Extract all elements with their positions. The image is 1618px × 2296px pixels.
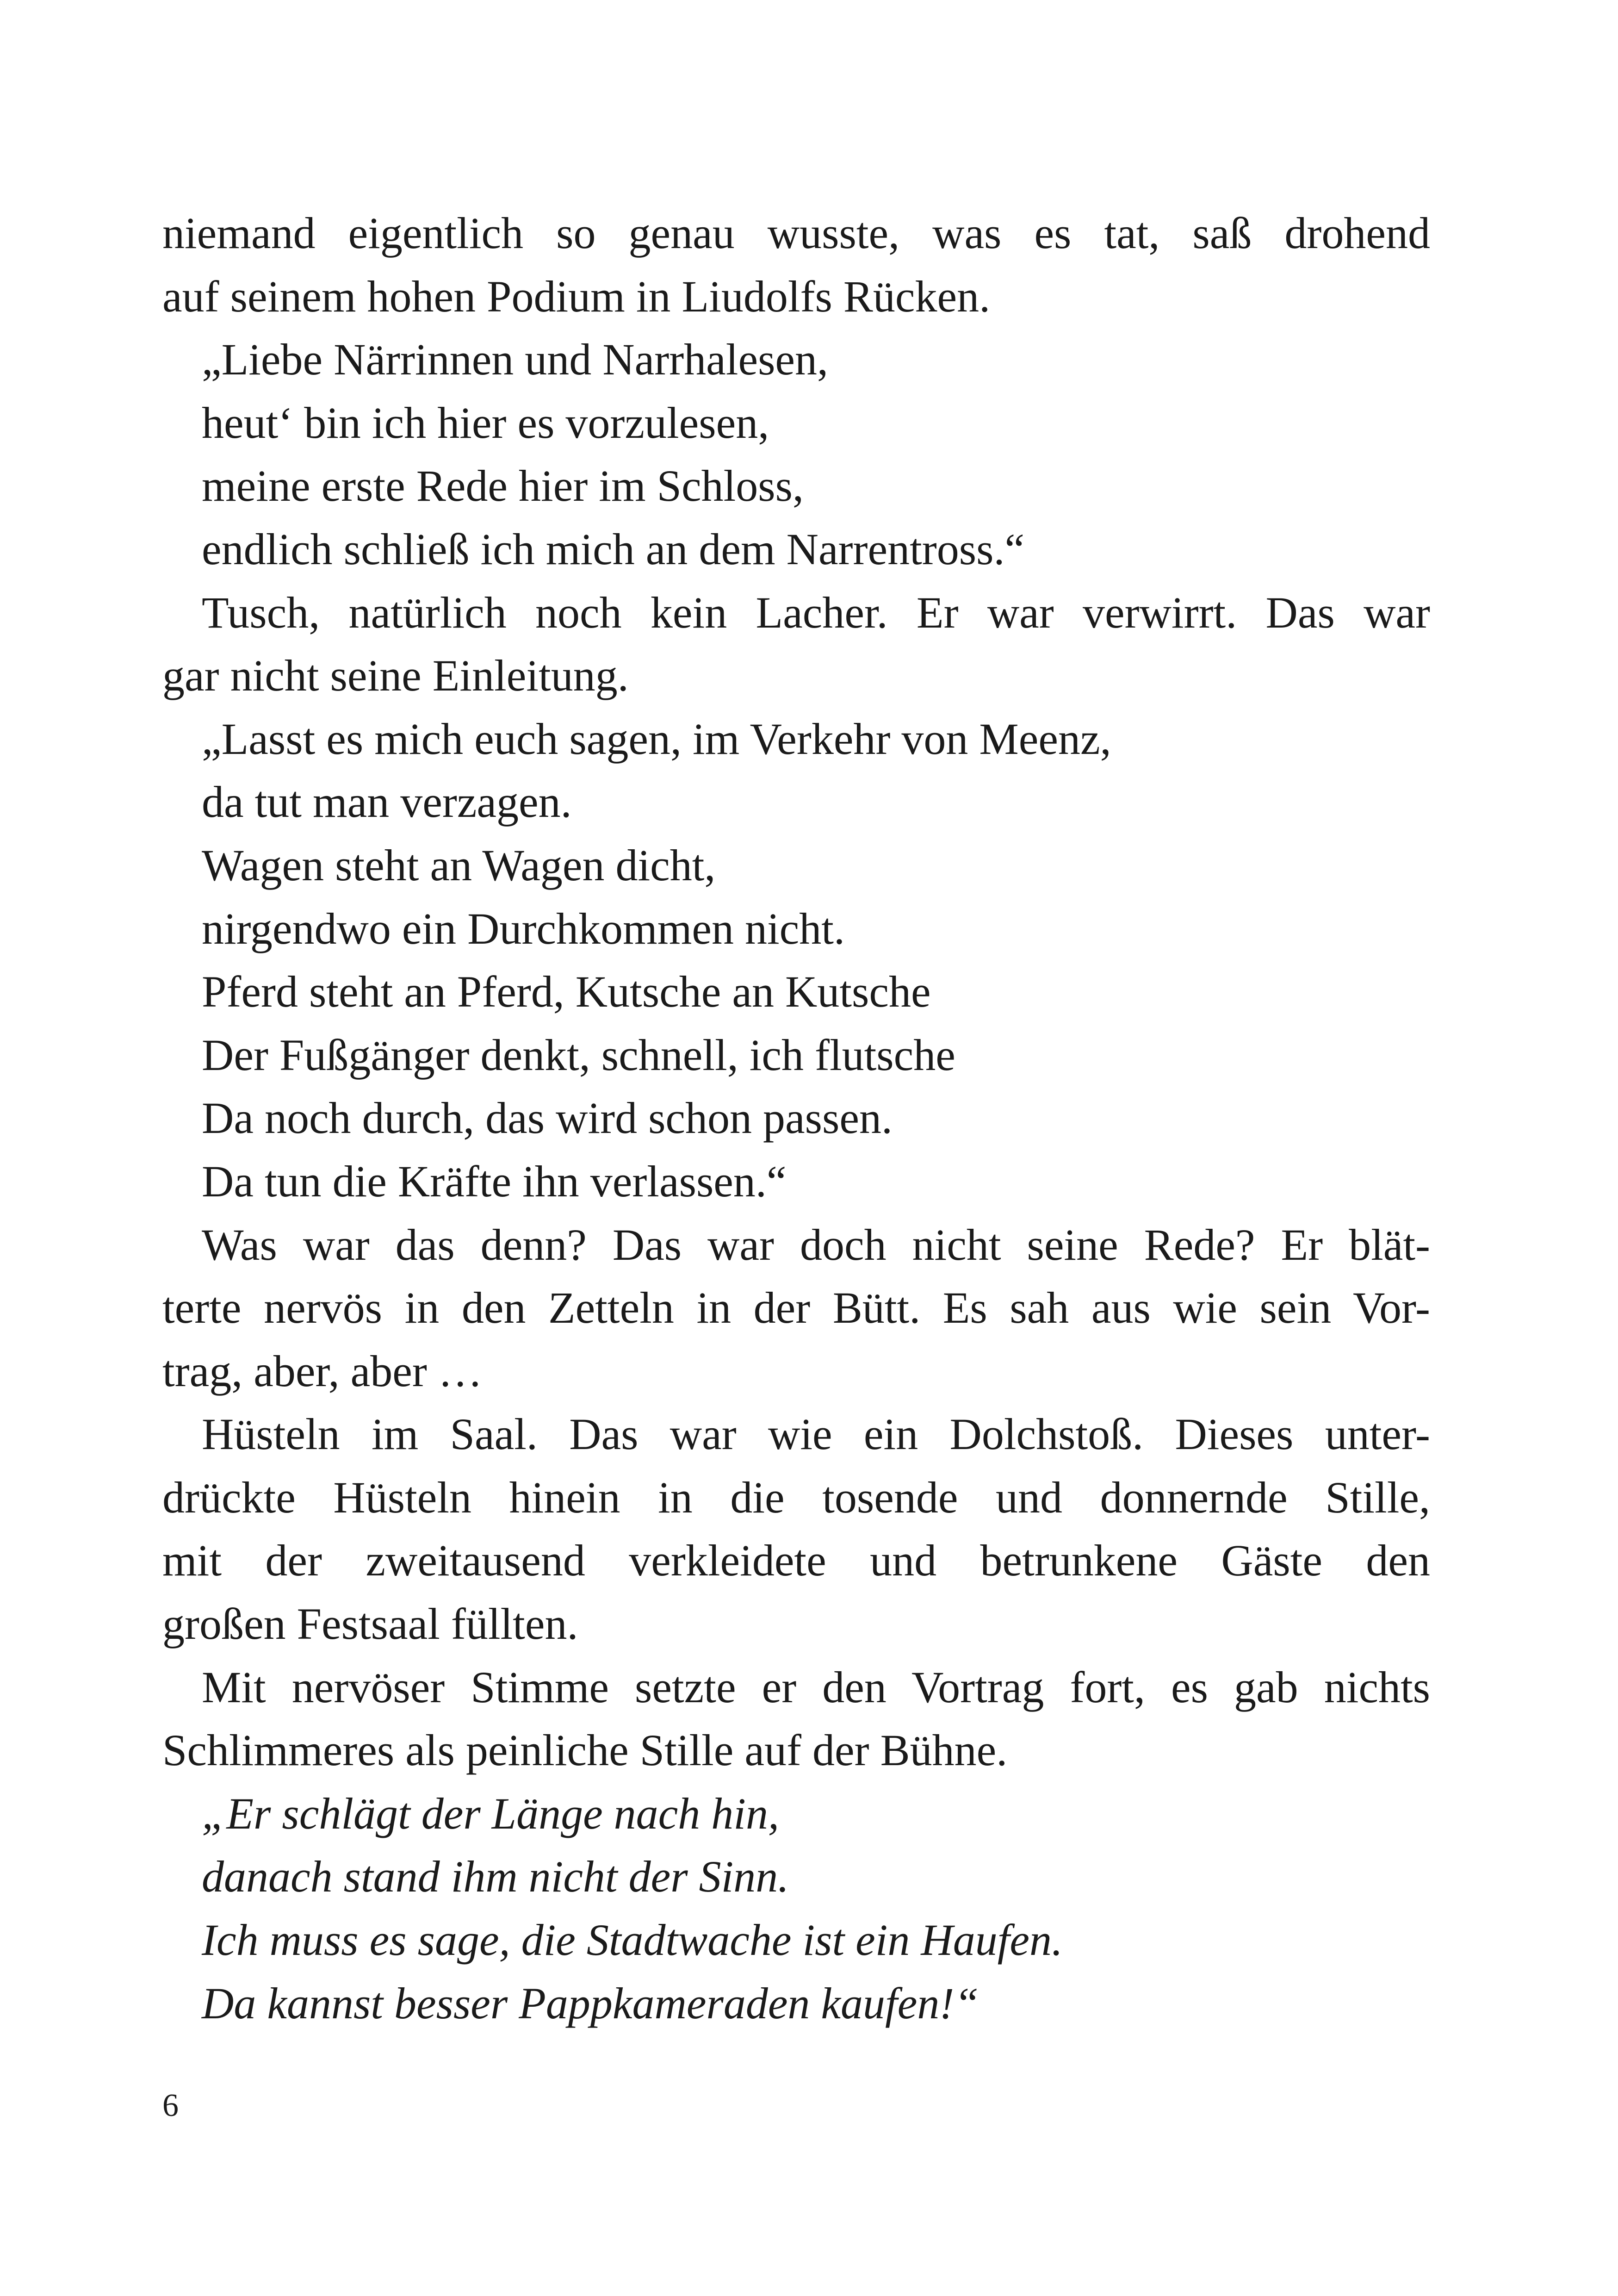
text-line: mit der zweitausend verkleidete und betrunkene Gäste den <box>162 1536 1430 1586</box>
text-line: Schlimmeres als peinliche Stille auf der Bühne. <box>162 1725 1008 1775</box>
verse-line: heut‘ bin ich hier es vorzulesen, <box>202 398 769 448</box>
text-line: niemand eigentlich so genau wusste, was es tat, saß drohend <box>162 208 1430 258</box>
verse-line: Pferd steht an Pferd, Kutsche an Kutsche <box>202 967 931 1017</box>
text-line: gar nicht seine Einleitung. <box>162 651 629 701</box>
text-line: Was war das denn? Das war doch nicht seine Rede? Er blät- <box>202 1220 1430 1269</box>
text-line: Tusch, natürlich noch kein Lacher. Er war verwirrt. Das war <box>202 587 1430 637</box>
text-line: drückte Hüsteln hinein in die tosende und donnernde Stille, <box>162 1472 1430 1522</box>
italic-verse-line: „Er schlägt der Länge nach hin, <box>202 1788 779 1838</box>
verse-line: „Liebe Närrinnen und Narrhalesen, <box>202 335 829 385</box>
text-line: Mit nervöser Stimme setzte er den Vortrag fort, es gab nichts <box>202 1662 1430 1712</box>
verse-line: nirgendwo ein Durchkommen nicht. <box>202 903 845 953</box>
verse-line: „Lasst es mich euch sagen, im Verkehr von Meenz, <box>202 714 1111 764</box>
text-line: trag, aber, aber … <box>162 1346 483 1396</box>
body-text <box>162 202 1430 2035</box>
verse-line: da tut man verzagen. <box>202 777 572 827</box>
text-line: terte nervös in den Zetteln in der Bütt. Es sah aus wie sein Vor- <box>162 1283 1430 1333</box>
verse-line: Da tun die Kräfte ihn verlassen.“ <box>202 1156 787 1206</box>
text-line: Hüsteln im Saal. Das war wie ein Dolchstoß. Dieses unter- <box>202 1409 1430 1459</box>
text-line: auf seinem hohen Podium in Liudolfs Rücken. <box>162 271 991 321</box>
verse-line: endlich schließ ich mich an dem Narrentross.“ <box>202 524 1025 574</box>
page-number: 6 <box>162 2088 179 2123</box>
verse-line: Da noch durch, das wird schon passen. <box>202 1093 893 1143</box>
italic-verse-line: Da kannst besser Pappkameraden kaufen!“ <box>202 1978 979 2028</box>
italic-verse-line: Ich muss es sage, die Stadtwache ist ein Haufen. <box>202 1915 1063 1965</box>
verse-line: Der Fußgänger denkt, schnell, ich flutsche <box>202 1030 955 1080</box>
text-line: großen Festsaal füllten. <box>162 1599 578 1649</box>
italic-verse-line: danach stand ihm nicht der Sinn. <box>202 1852 789 1902</box>
verse-line: meine erste Rede hier im Schloss, <box>202 461 804 511</box>
verse-line: Wagen steht an Wagen dicht, <box>202 840 716 890</box>
